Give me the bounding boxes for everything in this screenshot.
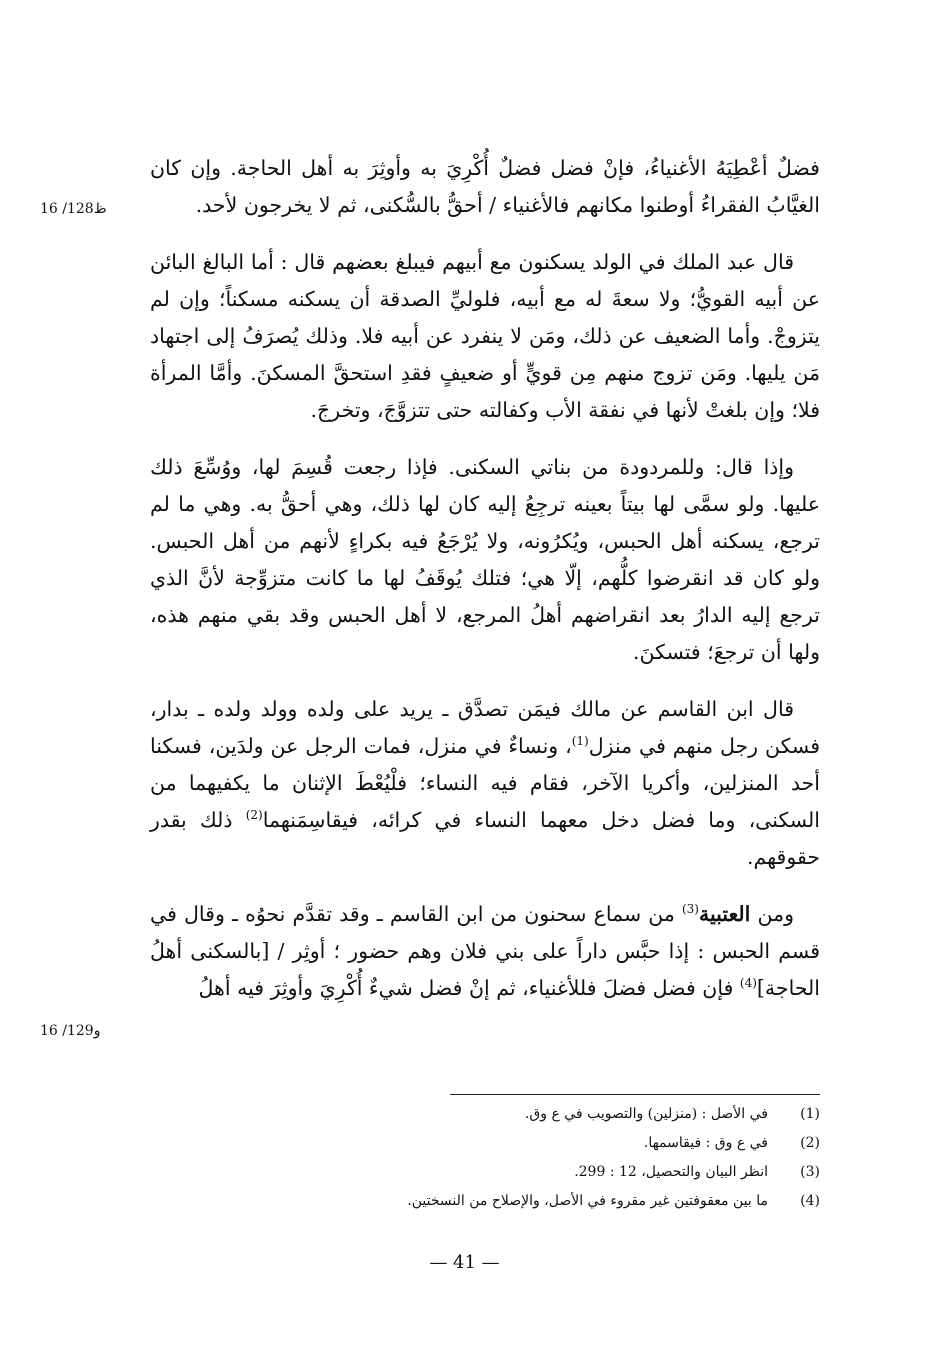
footnotes — [320, 1100, 820, 1216]
footnote-ref-3: (3) — [681, 902, 699, 917]
paragraph-4: قال ابن القاسم عن مالك فيمَن تصدَّق ـ يريد على ولده وولد ولده ـ بدار، فسكن رجل منهم في منزل$^{(1)}$، ونساءٌ في منزل، فمات الرجل عن ولدَين، فسكنا أحد المنزلين، وأكريا الآخر، فقام فيه النساء؛ فلْيُعْطَ الإثنان ما يكفيهما من السكنى، وما فضل دخل معهما النساء في كرائه، فيقاسِمَنهما$^{(2)}$ ذلك بقدر حقوقهم. — [150, 697, 821, 869]
footnote-item: (1) في الأصل : (منزلين) والتصويب في ع وق. — [524, 1106, 820, 1122]
footnote-item: (3) انظر البيان والتحصيل، 12 : 299. — [574, 1164, 820, 1180]
margin-folio-note-1: 16 /128ظ — [40, 201, 107, 217]
footnote-divider — [450, 1094, 820, 1095]
footnote-item: (4) ما بين معقوفتين غير مقروء في الأصل، والإصلاح من النسختين. — [407, 1193, 820, 1209]
paragraph-5: ومن العتبية$^{(3)}$ من سماع سحنون من ابن القاسم ـ وقد تقدَّم نحوُه ـ وقال في قسم الحبس : إذا حبَّس داراً على بني فلان وهم حضور ؛ أوثِر / [بالسكنى أهلُ الحاجة]$^{(4)}$ فإن فضل فضلَ فللأغنياء، ثم إنْ فضل شيءٌ أُكْرِيَ وأوثِرَ فيه أهلُ — [150, 902, 820, 1000]
footnote-item: (2) في ع وق : فيقاسمها. — [643, 1135, 820, 1151]
paragraph-3: وإذا قال: وللمردودة من بناتي السكنى. فإذا رجعت قُسِمَ لها، ووُسِّعَ ذلك عليها. ولو سمَّى لها بيتاً بعينه ترجِعُ إليه كان لها ذلك، وهي أحقُّ به. وهي ما لم ترجع، يسكنه أهل الحبس، ويُكرُونه، ولا يُرْجَعُ فيه بكراءٍ لأنهم من أهل الحبس. ولو كان قد انقرضوا كلُّهم، إلّا هي؛ فتلك يُوقَفُ لها ما كانت متزوِّجة لأنَّ الذي ترجع إليه الدارُ بعد انقراضهم أهلُ المرجع، لا أهل الحبس وقد بقي منهم هذه، ولها أن ترجعَ؛ فتسكنَ. — [150, 455, 820, 664]
margin-folio-note-2: 16 /129و — [40, 1023, 101, 1039]
paragraph-2: قال عبد الملك في الولد يسكنون مع أبيهم فيبلغ بعضهم قال : أما البالغ البائن عن أبيه القويُّ؛ ولا سعةَ له مع أبيه، فلوليِّ الصدقة أن يسكنه مسكناً؛ وإن لم يتزوجْ. وأما الضعيف عن ذلك، ومَن لا ينفرد عن أبيه فلا. وذلك يُصرَفُ إلى اجتهاد مَن يليها. ومَن تزوج منهم مِن قويٍّ أو ضعيفٍ فقدِ استحقَّ المسكنَ. وأمَّا المرأة فلا؛ وإن بلغتْ لأنها في نفقة الأب وكفالته حتى تتزوَّجَ، وتخرجَ. — [150, 250, 820, 422]
main-text — [150, 150, 820, 1027]
source-title: العتبية — [698, 902, 751, 926]
page-number: — 41 — — [429, 1252, 500, 1273]
footnote-ref-2: (2) — [245, 808, 263, 823]
footnote-ref-4: (4) — [739, 976, 757, 991]
footnote-ref-1: (1) — [571, 734, 589, 749]
paragraph-1: فضلٌ أعْطِيَهُ الأغنياءُ، فإنْ فضل فضلٌ أُكْرِيَ به وأوثِرَ به أهل الحاجة. وإن كان الغيَّابُ الفقراءُ أوطنوا مكانهم فالأغنياء / أحقُّ بالسُّكنى، ثم لا يخرجون لأحد. — [150, 156, 820, 217]
